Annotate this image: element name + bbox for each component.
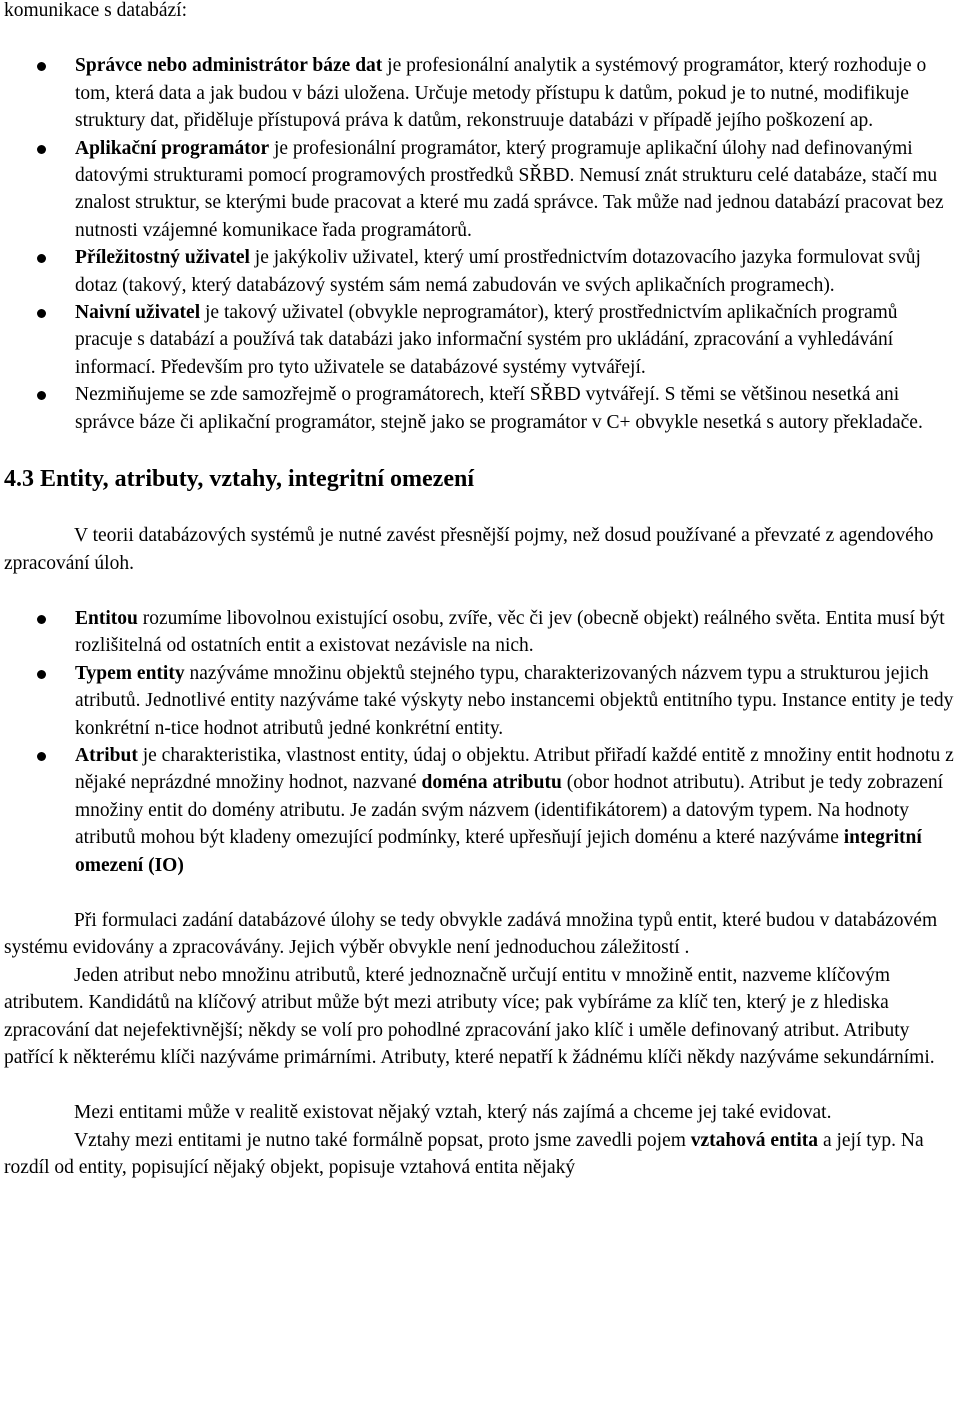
list-item: Entitou rozumíme libovolnou existující osobu, zvíře, věc či jev (obecně objekt) reálného světa. Entita musí být rozlišitelná od ostatních entit a existovat nezávisle na nich. bbox=[4, 605, 956, 660]
paragraph: Jeden atribut nebo množinu atributů, které jednoznačně určují entitu v množině entit, nazveme klíčovým atributem. Kandidátů na klíčový atribut může být mezi atributy více; pak vybíráme za klíč ten, který je z hlediska zpracování dat nejefektivnější; někdy se volí pro pohodlné zpracování jako klíč i uměle definovaný atribut. Atributy patřící k některému klíči nazýváme primárními. Atributy, které nepatří k žádnému klíči někdy nazýváme sekundárními. bbox=[4, 964, 935, 1068]
bullet-icon bbox=[37, 62, 46, 71]
paragraph: Při formulaci zadání databázové úlohy se tedy obvykle zadává množina typů entit, které budou v databázovém systému evidovány a zpracovávány. Jejich výběr obvykle není jednoduchou záležitostí . bbox=[4, 909, 938, 959]
concepts-list bbox=[4, 605, 956, 879]
bullet-icon bbox=[37, 254, 46, 263]
list-item: Atribut je charakteristika, vlastnost entity, údaj o objektu. Atribut přiřadí každé entitě z množiny entit hodnotu z nějaké neprázdné množiny hodnot, nazvané doména atributu (obor hodnot atributu). Atribut je tedy zobrazení množiny entit do domény atributu. Je zadán svým názvem (identifikátorem) a datovým typem. Na hodnoty atributů mohou být kladeny omezující podmínky, které upřesňují jejich doménu a které nazýváme integritní omezení (IO) bbox=[4, 742, 956, 879]
intro-text: komunikace s databází: bbox=[4, 0, 188, 21]
list-item: Aplikační programátor je profesionální programátor, který programuje aplikační úlohy nad definovanými datovými strukturami pomocí programových prostředků SŘBD. Nemusí znát strukturu celé databáze, stačí mu znalost struktur, se kterými bude pracovat a které mu zadá správce. Tak může nad jednou databází pracovat bez nutnosti vzájemné komunikace řada programátorů. bbox=[4, 135, 956, 245]
list-item: Typem entity nazýváme množinu objektů stejného typu, charakterizovaných názvem typu a strukturou jejich atributů. Jednotlivé entity nazýváme také výskyty nebo instancemi objektů entitního typu. Instance entity je tedy konkrétní n-tice hodnot atributů jedné konkrétní entity. bbox=[4, 660, 956, 742]
section-heading: 4.3 Entity, atributy, vztahy, integritní omezení bbox=[4, 466, 474, 493]
paragraph: Vztahy mezi entitami je nutno také formálně popsat, proto jsme zavedli pojem vztahová entita a její typ. Na rozdíl od entity, popisující nějaký objekt, popisuje vztahová entita nějaký bbox=[4, 1129, 924, 1179]
document-page bbox=[4, 0, 956, 1182]
list-item: Příležitostný uživatel je jakýkoliv uživatel, který umí prostřednictvím dotazovacího jazyka formulovat svůj dotaz (takový, který databázový systém sám nemá zabudován ve svých aplikačních programech). bbox=[4, 244, 956, 299]
bullet-icon bbox=[37, 145, 46, 154]
paragraph: V teorii databázových systémů je nutné zavést přesnější pojmy, než dosud používané a převzaté z agendového zpracování úloh. bbox=[4, 525, 934, 574]
list-item: Nezmiňujeme se zde samozřejmě o programátorech, kteří SŘBD vytvářejí. S těmi se většinou nesetká ani správce báze či aplikační programátor, stejně jako se programátor v C+ obvykle nesetká s autory překladače. bbox=[4, 381, 956, 436]
paragraph: Mezi entitami může v realitě existovat nějaký vztah, který nás zajímá a chceme jej také evidovat. bbox=[74, 1102, 832, 1124]
list-item: Správce nebo administrátor báze dat je profesionální analytik a systémový programátor, který rozhoduje o tom, která data a jak budou v bázi uložena. Určuje metody přístupu k datům, pokud je to nutné, modifikuje struktury dat, přiděluje přístupová práva k datům, rekonstruuje databázi v případě jejího poškození ap. bbox=[4, 52, 956, 134]
bullet-icon bbox=[37, 309, 46, 318]
bullet-icon bbox=[37, 391, 46, 400]
list-item: Naivní uživatel je takový uživatel (obvykle neprogramátor), který prostřednictvím aplikačních programů pracuje s databází a používá tak databázi jako informační systém pro ukládání, zpracování a vyhledávání informací. Především pro tyto uživatele se databázové systémy vytvářejí. bbox=[4, 299, 956, 381]
user-roles-list bbox=[4, 52, 956, 436]
bullet-icon bbox=[37, 752, 46, 761]
bullet-icon bbox=[37, 670, 46, 679]
bullet-icon bbox=[37, 615, 46, 624]
